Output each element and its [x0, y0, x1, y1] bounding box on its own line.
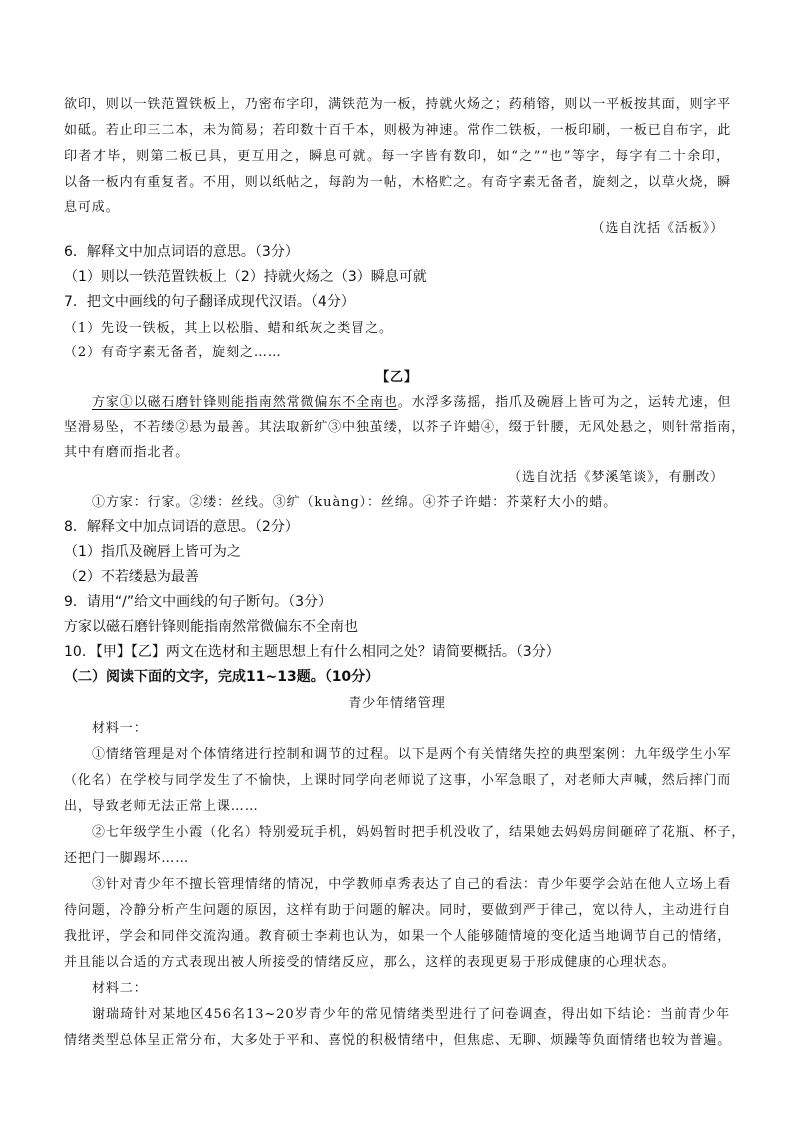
material-1-p1-line-3: 出，导致老师无法正常上课……	[64, 799, 259, 814]
passage-jia-source: （选自沈括《活板》）	[591, 221, 724, 236]
material-1-p3-line-1: ③针对青少年不擅长管理情绪的情况，中学教师卓秀表达了自己的看法：青少年要学会站在他人立场上看	[92, 877, 732, 892]
question-9-sentence: 方家以磁石磨针锋则能指南然常微偏东不全南也	[64, 619, 358, 635]
material-1-p1-line-2: （化名）在学校与同学发生了不愉快，上课时同学向老师说了这事，小军急眼了，对老师大声喊，然后摔门而	[64, 773, 732, 788]
question-6-items: （1）则以一铁范置铁板上（2）持就火炀之（3）瞬息可就	[64, 269, 427, 285]
material-2-label: 材料二：	[92, 981, 148, 996]
passage-yi-heading: 【乙】	[376, 370, 418, 385]
passage-yi-line-1	[92, 391, 730, 410]
question-10: 10．【甲】【乙】两文在选材和主题思想上有什么相同之处？请简要概括。（3分）	[64, 644, 560, 660]
passage-yi-notes: ①方家：行家。②缕：丝线。③纩（kuàng）：丝绵。④芥子许蜡：芥菜籽大小的蜡。	[92, 495, 618, 510]
passage-jia-line-4: 以备一板内有重复者。不用，则以纸帖之，每韵为一帖，木格贮之。有奇字素无备者，旋刻之，以草火烧，瞬	[64, 175, 732, 190]
section-2-heading: （二）阅读下面的文字，完成11~13题。（10分）	[64, 669, 380, 685]
question-6: 6．解释文中加点词语的意思。（3分）	[64, 244, 299, 260]
passage-jia-line-2: 如砥。若止印三二本，未为简易；若印数十百千本，则极为神速。常作二铁板，一板印刷，一板已自布字，此	[64, 123, 732, 138]
material-2-p1-line-2: 情绪类型总体呈正常分布，大多处于平和、喜悦的积极情绪中，但焦虑、无聊、烦躁等负面情绪也较为普遍。	[64, 1033, 732, 1048]
passage-yi-source: （选自沈括《梦溪笔谈》，有删改）	[508, 470, 724, 485]
question-8-item-1: （1）指爪及碗唇上皆可为之	[64, 544, 241, 560]
question-7-item-1: （1）先设一铁板，其上以松脂、蜡和纸灰之类冒之。	[64, 321, 393, 336]
material-1-p2-line-2: 还把门一脚踢坏……	[64, 851, 190, 866]
material-1-p1-line-1: ①情绪管理是对个体情绪进行控制和调节的过程。以下是两个有关情绪失控的典型案例：九年级学生小军	[92, 747, 732, 762]
passage-jia-line-1: 欲印，则以一铁范置铁板上，乃密布字印，满铁范为一板，持就火炀之；药稍镕，则以一平板按其面，则字平	[64, 97, 732, 112]
question-9: 9．请用“/”给文中画线的句子断句。（3分）	[64, 594, 333, 610]
material-1-p2-line-1: ②七年级学生小霞（化名）特别爱玩手机，妈妈暂时把手机没收了，结果她去妈妈房间砸碎了花瓶、杯子，	[92, 825, 746, 840]
material-1-label: 材料一：	[92, 721, 148, 736]
passage-yi-line-3: 其中有磨而指北者。	[64, 445, 190, 460]
passage-jia-line-3: 印者才毕，则第二板已具，更互用之，瞬息可就。每一字皆有数印，如“之”“也”等字，每字有二十余印，	[64, 149, 730, 164]
passage-yi-line-2: 坚滑易坠，不若缕②悬为最善。其法取新纩③中独茧缕，以芥子许蜡④，缀于针腰，无风处悬之，则针常指南，	[64, 420, 746, 435]
material-1-p3-line-3: 我批评，学会和同伴交流沟通。教育硕士李莉也认为，如果一个人能够随情境的变化适当地调节自己的情绪，	[64, 929, 732, 944]
question-7: 7．把文中画线的句子翻译成现代汉语。（4分）	[64, 294, 355, 310]
question-8: 8．解释文中加点词语的意思。（2分）	[64, 519, 299, 535]
section-2-title: 青少年情绪管理	[348, 696, 446, 711]
passage-jia-line-5: 息可成。	[64, 200, 120, 215]
passage-yi-line-1-rest: 。水浮多荡摇，指爪及碗唇上皆可为之，运转尤速，但	[397, 395, 732, 410]
material-2-p1-line-1: 谢瑞琦针对某地区456名13~20岁青少年的常见情绪类型进行了问卷调查，得出如下结论：当前青少年	[92, 1007, 730, 1022]
question-8-item-2: （2）不若缕悬为最善	[64, 569, 199, 585]
passage-yi-underlined-sentence: 方家①以磁石磨针锋则能指南然常微偏东不全南也	[92, 395, 398, 410]
material-1-p3-line-4: 并且能以合适的方式表现出被人所接受的情绪反应，那么，这样的表现更易于形成健康的心理状态。	[64, 955, 676, 970]
question-7-item-2: （2）有奇字素无备者，旋刻之……	[64, 345, 282, 360]
material-1-p3-line-2: 待问题，冷静分析产生问题的原因，这样有助于问题的解决。同时，要做到严于律己，宽以待人，主动进行自	[64, 903, 732, 918]
